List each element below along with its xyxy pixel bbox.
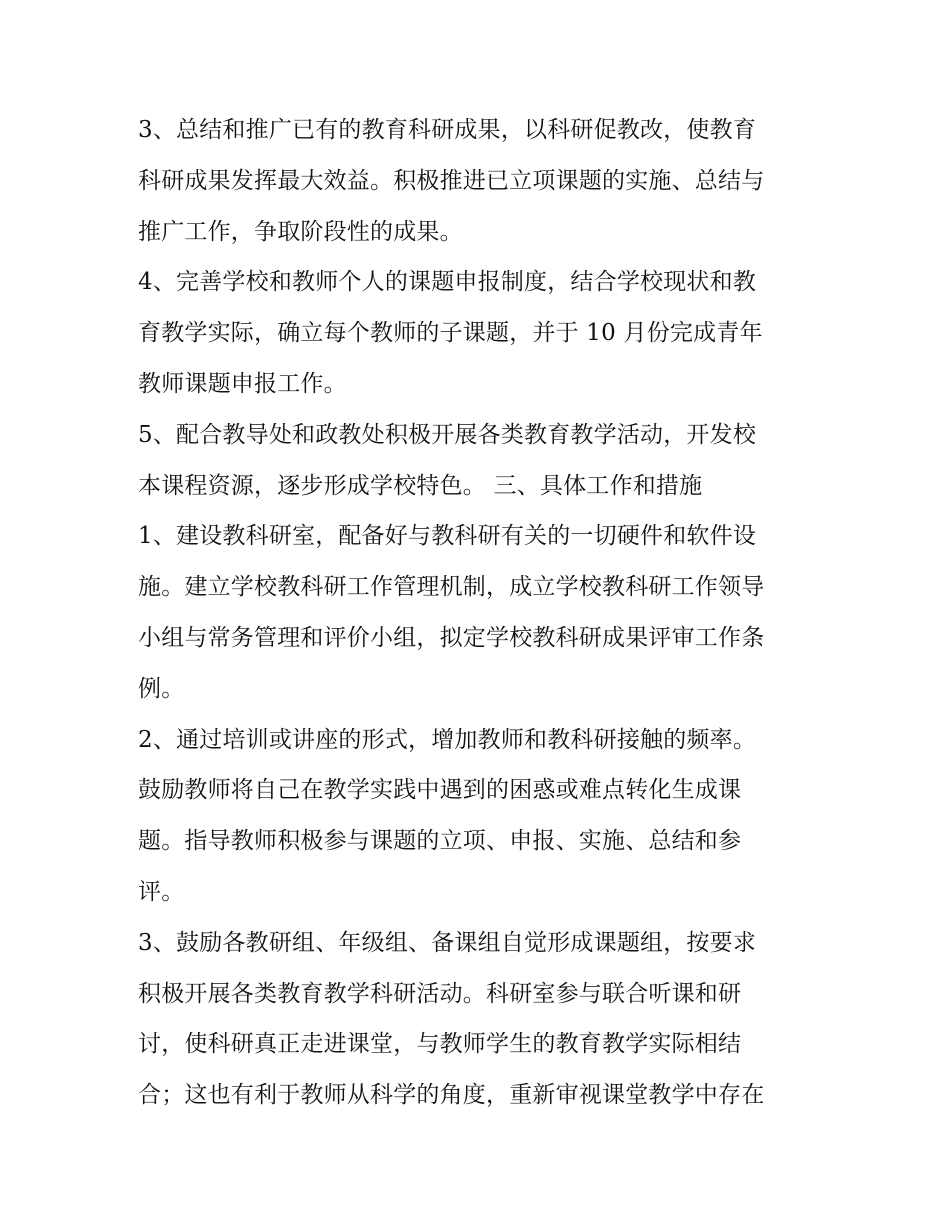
text-line: 合；这也有利于教师从科学的角度，重新审视课堂教学中存在 xyxy=(138,1082,765,1109)
text-line: 题。指导教师积极参与课题的立项、申报、实施、总结和参 xyxy=(138,828,742,855)
document-body xyxy=(138,105,818,1121)
text-line: 小组与常务管理和评价小组，拟定学校教科研成果评审工作条 xyxy=(138,624,765,651)
text-line: 推广工作，争取阶段性的成果。 xyxy=(138,218,463,245)
text-line: 4、完善学校和教师个人的课题申报制度，结合学校现状和教 xyxy=(138,269,757,296)
text-line: 科研成果发挥最大效益。积极推进已立项课题的实施、总结与 xyxy=(138,167,765,194)
text-line: 育教学实际，确立每个教师的子课题，并于 10 月份完成青年 xyxy=(138,320,763,347)
text-line: 例。 xyxy=(138,675,185,702)
text-line: 教师课题申报工作。 xyxy=(138,370,347,397)
text-line: 讨，使科研真正走进课堂，与教师学生的教育教学实际相结 xyxy=(138,1031,742,1058)
text-line: 本课程资源，逐步形成学校特色。 三、具体工作和措施 xyxy=(138,472,703,499)
text-line: 1、建设教科研室，配备好与教科研有关的一切硬件和软件设 xyxy=(138,523,757,550)
text-line: 积极开展各类教育教学科研活动。科研室参与联合听课和研 xyxy=(138,980,742,1007)
text-line: 3、总结和推广已有的教育科研成果，以科研促教改，使教育 xyxy=(138,117,757,143)
text-line: 鼓励教师将自己在教学实践中遇到的困惑或难点转化生成课 xyxy=(138,777,742,804)
text-line: 施。建立学校教科研工作管理机制，成立学校教科研工作领导 xyxy=(138,574,765,601)
text-line: 2、通过培训或讲座的形式，增加教师和教科研接触的频率。 xyxy=(138,726,757,753)
text-line: 5、配合教导处和政教处积极开展各类教育教学活动，开发校 xyxy=(138,421,757,448)
text-line: 3、鼓励各教研组、年级组、备课组自觉形成课题组，按要求 xyxy=(138,929,757,956)
text-line: 评。 xyxy=(138,878,185,905)
